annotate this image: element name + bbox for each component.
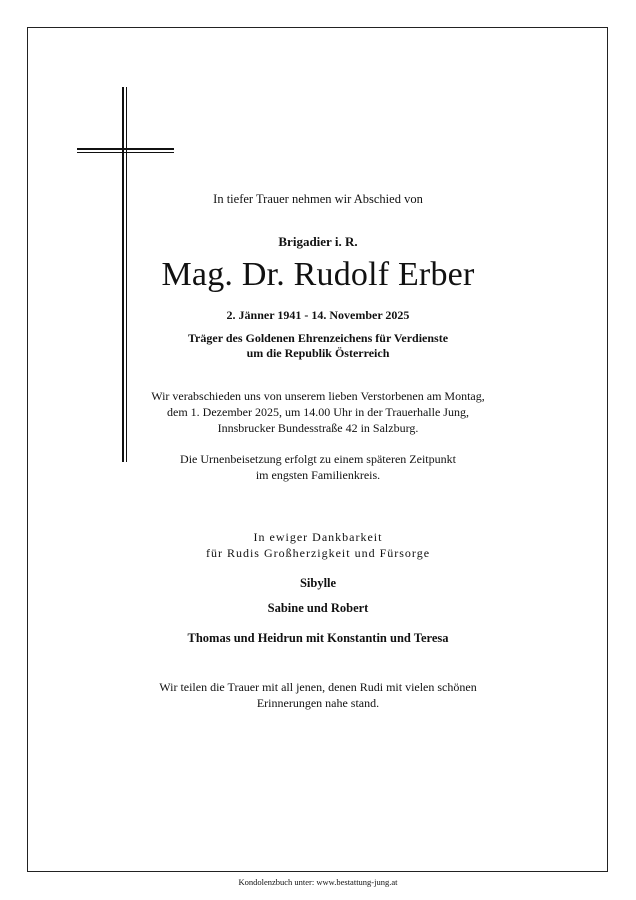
gratitude-line: In ewiger Dankbarkeit: [253, 530, 383, 544]
burial-text: [0, 451, 636, 483]
honor-line: Träger des Goldenen Ehrenzeichens für Verdienste: [187, 331, 449, 345]
ceremony-line: Wir verabschieden uns von unserem lieben Verstorbenen am Montag,: [151, 389, 485, 403]
closing-text: [0, 679, 636, 711]
burial-line: Die Urnenbeisetzung erfolgt zu einem späteren Zeitpunkt: [180, 452, 456, 466]
honor-text: [0, 331, 636, 361]
closing-line: Wir teilen die Trauer mit all jenen, denen Rudi mit vielen schönen: [159, 680, 477, 694]
ceremony-text: [0, 388, 636, 436]
deceased-rank: Brigadier i. R.: [278, 234, 358, 249]
mourner-name: Thomas und Heidrun mit Konstantin und Teresa: [187, 631, 449, 645]
mourner-name: Sabine und Robert: [267, 601, 369, 615]
cross-horizontal-bar-thin: [77, 152, 174, 153]
honor-line: um die Republik Österreich: [246, 346, 390, 360]
closing-line: Erinnerungen nahe stand.: [256, 696, 380, 710]
deceased-name: Mag. Dr. Rudolf Erber: [161, 256, 475, 293]
cross-horizontal-bar: [77, 148, 174, 150]
notice-border: [27, 27, 608, 872]
mourner-name: Sibylle: [299, 576, 337, 590]
ceremony-line: dem 1. Dezember 2025, um 14.00 Uhr in der Trauerhalle Jung,: [167, 405, 469, 419]
burial-line: im engsten Familienkreis.: [255, 468, 381, 482]
life-dates: 2. Jänner 1941 - 14. November 2025: [226, 308, 410, 322]
gratitude-text: [0, 529, 636, 561]
ceremony-line: Innsbrucker Bundesstraße 42 in Salzburg.: [217, 421, 419, 435]
gratitude-line: für Rudis Großherzigkeit und Fürsorge: [205, 546, 431, 560]
intro-text: In tiefer Trauer nehmen wir Abschied von: [213, 192, 423, 206]
condolence-footer: Kondolenzbuch unter: www.bestattung-jung.at: [238, 877, 398, 887]
